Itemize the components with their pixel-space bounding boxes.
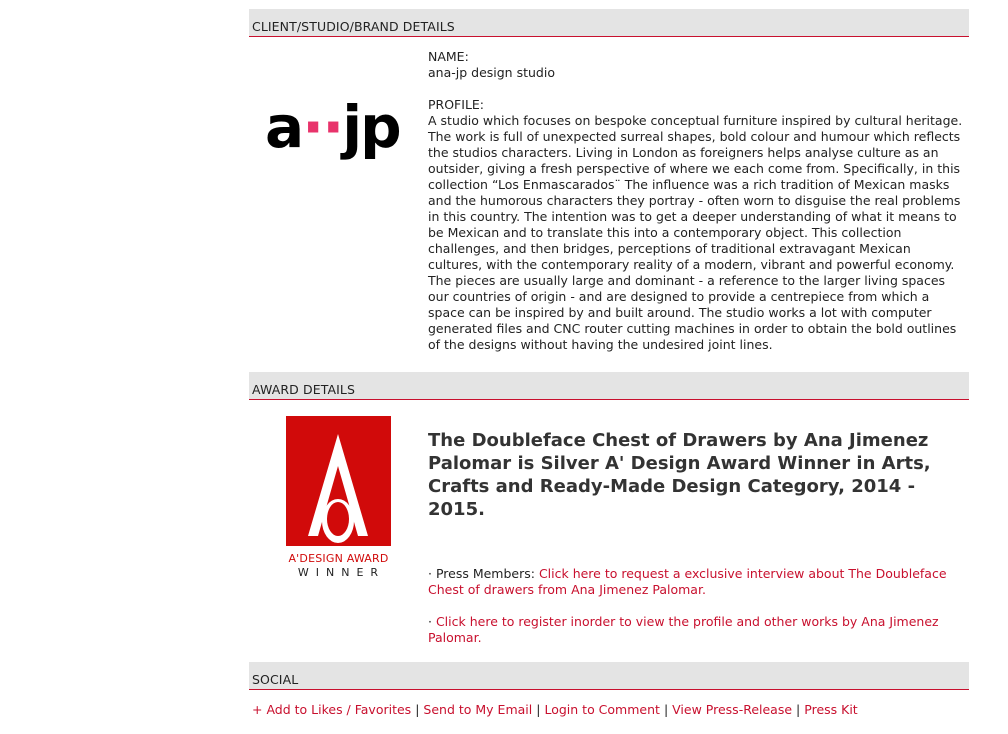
separator: |	[536, 702, 541, 717]
award-logo-caption	[286, 552, 391, 579]
section-header-social	[249, 662, 969, 690]
press-links	[428, 566, 958, 646]
award-headline: The Doubleface Chest of Drawers by Ana Jimenez Palomar is Silver A' Design Award Winner in Arts, Crafts and Ready-Made Design Category, 2014 - 2015.	[428, 430, 931, 520]
separator: |	[415, 702, 420, 717]
award-logo	[286, 416, 391, 546]
login-comment-link[interactable]: Login to Comment	[544, 702, 660, 717]
section-title: SOCIAL	[252, 672, 299, 687]
section-title: AWARD DETAILS	[252, 382, 356, 397]
press-release-link[interactable]: View Press-Release	[672, 702, 793, 717]
profile-text: A studio which focuses on bespoke conceptual furniture inspired by cultural heritage. The work is full of unexpected surreal shapes, bold colour and humour which reflects the studios characters. Living in London as foreigners helps analyse culture as an outsider, giving a fresh perspective of where we each come from. Specifically, in this collection “Los Enmascarados¨ The influence was a rich tradition of Mexican masks and the humorous characters they portray - often worn to disguise the real problems in this country. The intention was to get a deeper understanding of what it means to be Mexican and to translate this into a contemporary object. This collection challenges, and then bridges, perceptions of traditional extravagant Mexican cultures, with the contemporary reality of a modern, vibrant and powerful economy. The pieces are usually large and dominant - a reference to the larger living spaces our countries of origin - and are designed to provide a centrepiece from which a space can be inspired by and built around. The studio works a lot with computer generated files and CNC router cutting machines in order to obtain the bold outlines of the designs without having the undesired joint lines.	[428, 113, 963, 352]
studio-logo-text: a··jp	[265, 95, 400, 161]
award-logo-line1: A'DESIGN AWARD	[288, 552, 389, 565]
press-prefix: · Press Members:	[428, 566, 539, 581]
award-logo-line2: WINNER	[297, 566, 386, 579]
name-label: NAME:	[428, 49, 469, 64]
a-design-award-icon	[286, 416, 391, 546]
profile-label: PROFILE:	[428, 97, 485, 112]
section-header-award	[249, 372, 969, 400]
register-link[interactable]: Click here to register inorder to view the profile and other works by Ana Jimenez Palomar.	[428, 614, 939, 645]
press-members-line	[428, 566, 958, 598]
press-kit-link[interactable]: Press Kit	[804, 702, 858, 717]
section-title: CLIENT/STUDIO/BRAND DETAILS	[252, 19, 455, 34]
studio-logo	[265, 95, 410, 175]
social-links	[252, 702, 858, 717]
register-line	[428, 614, 958, 646]
request-interview-link[interactable]: Click here to request a exclusive interview about The Doubleface Chest of drawers from Ana Jimenez Palomar.	[428, 566, 947, 597]
name-value: ana-jp design studio	[428, 65, 555, 80]
section-header-client	[249, 9, 969, 37]
add-to-likes-link[interactable]: + Add to Likes / Favorites	[252, 702, 412, 717]
separator: |	[663, 702, 669, 717]
separator: |	[796, 702, 801, 717]
client-details	[428, 49, 968, 353]
register-prefix: ·	[428, 614, 436, 629]
send-email-link[interactable]: Send to My Email	[423, 702, 533, 717]
